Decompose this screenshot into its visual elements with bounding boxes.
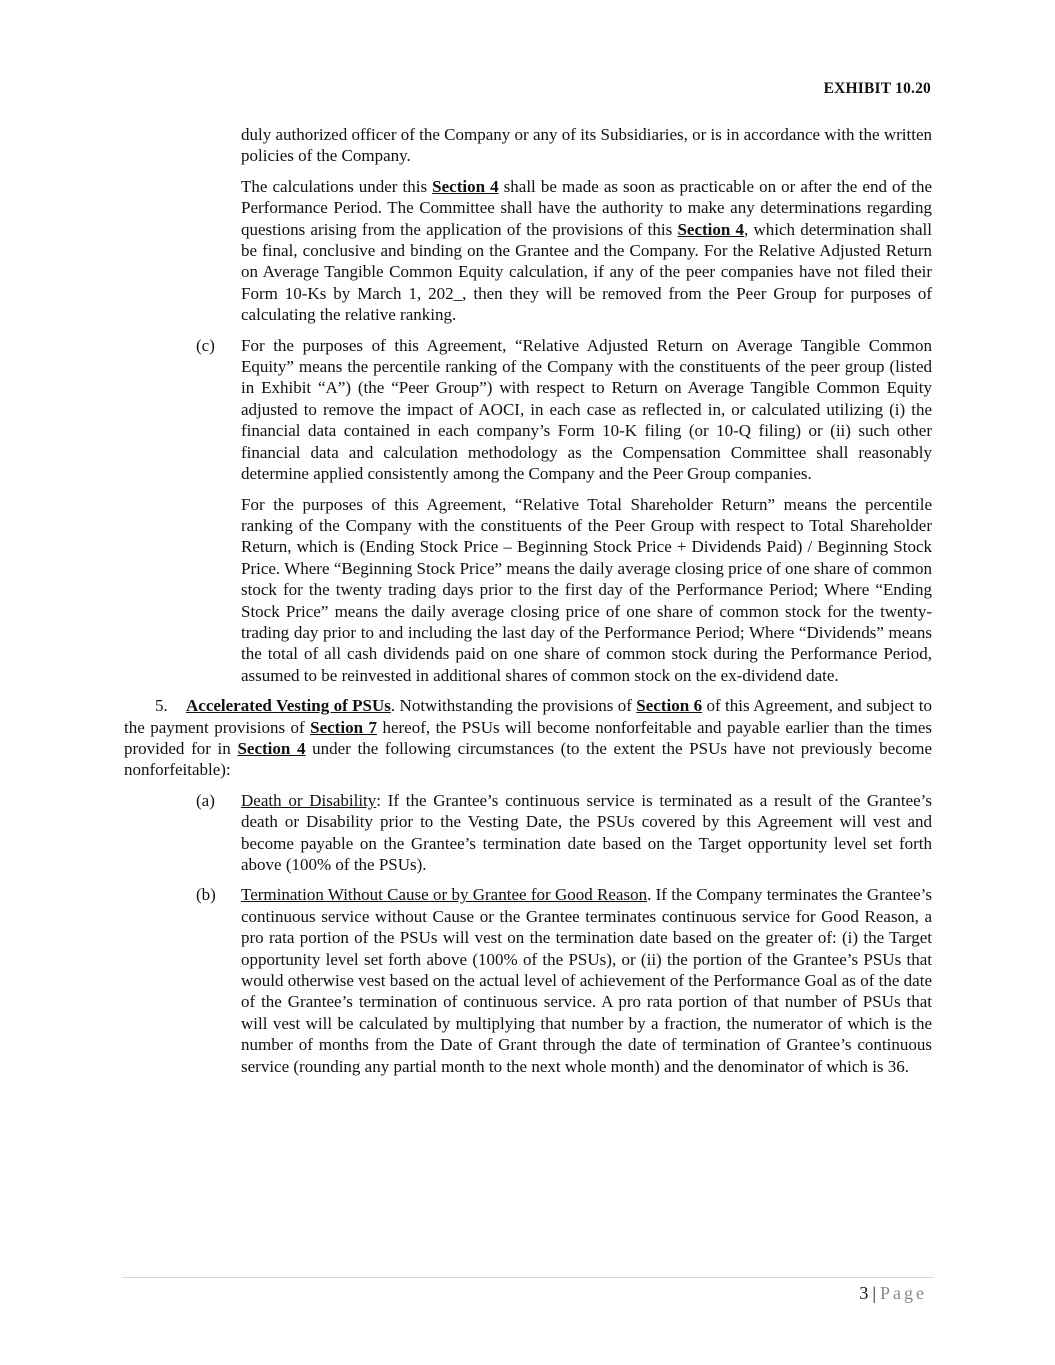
section-number: 5. — [155, 696, 168, 716]
text-run: : If the Grantee’s continuous service is terminated as a result of the Grantee’s death or Disability prior to the Vesting Date, the PSUs covered by this Agreement will vest and become payable on the Grantee’s termination date based on the Target opportunity level set forth above (100% of the PSUs). — [241, 790, 932, 874]
section-ref: Section 4 — [432, 176, 499, 196]
section-5 — [124, 695, 932, 781]
text-run: of this Agreement, and subject to the payment provisions of — [124, 696, 932, 737]
section-ref: Section 4 — [677, 219, 745, 239]
text-run: . Notwithstanding the provisions of — [390, 696, 637, 716]
clause-heading: Death or Disability — [241, 790, 377, 810]
clause-c — [196, 335, 932, 485]
section-ref: Section 6 — [636, 696, 703, 716]
clause-b — [196, 884, 932, 1077]
exhibit-label: EXHIBIT 10.20 — [823, 80, 931, 97]
text-run: The calculations under this — [241, 176, 433, 196]
page-number: 3 — [859, 1283, 869, 1303]
section-ref: Section 7 — [310, 717, 377, 737]
page-footer — [859, 1283, 927, 1304]
clause-text — [241, 884, 932, 1077]
text-run: . If the Company terminates the Grantee’s continuous service without Cause or the Grantee terminates continuous service for Good Reason, a pro rata portion of the PSUs will vest on the termination date based on the greater of: (i) the Target opportunity level set forth above (100% of the PSUs), or (ii) the portion of the Grantee’s PSUs that would otherwise vest based on the actual level of achievement of the Performance Goal as of the date of the Grantee’s termination of continuous service. A pro rata portion of that number of PSUs that will vest will be calculated by multiplying that number by a fraction, the numerator of which is the number of months from the Date of Grant through the date of termination of Grantee’s continuous service (rounding any partial month to the next whole month) and the denominator of which is 36. — [241, 885, 932, 1076]
clause-text: For the purposes of this Agreement, “Relative Adjusted Return on Average Tangible Common Equity” means the percentile ranking of the Company with the constituents of the peer group (listed in Exhibit “A”) (the “Peer Group”) with respect to Return on Average Tangible Common Equity adjusted to remove the impact of AOCI, in each case as reflected in, or calculated utilizing (i) the financial data contained in each company’s Form 10-K filing (or 10-Q filing) or (ii) such other financial data and calculation methodology as the Compensation Committee shall reasonably determine applied consistently among the Company and the Peer Group companies. — [241, 335, 932, 484]
text-run: , which determination shall be final, conclusive and binding on the Grantee and the Company. For the Relative Adjusted Return on Average Tangible Common Equity calculation, if any of the peer companies have not filed their Form 10-Ks by March 1, 202_, then they will be removed from the Peer Group for purposes of calculating the relative ranking. — [241, 219, 932, 325]
paragraph-calculations — [241, 176, 932, 326]
paragraph-tsr-definition: For the purposes of this Agreement, “Relative Total Shareholder Return” means the percentile ranking of the Company with the constituents of the Peer Group with respect to Total Shareholder Return, which is (Ending Stock Price – Beginning Stock Price + Dividends Paid) / Beginning Stock Price. Where “Beginning Stock Price” means the daily average closing price of one share of common stock for the twenty trading days prior to the first day of the Performance Period; Where “Ending Stock Price” means the daily average closing price of one share of common stock for the twenty-trading day prior to and including the last day of the Performance Period; Where “Dividends” means the total of all cash dividends paid on one share of common stock during the Performance Period, assumed to be reinvested in additional shares of common stock on the ex-dividend date. — [241, 494, 932, 685]
clause-label: (a) — [196, 790, 215, 810]
clause-a — [196, 790, 932, 876]
clause-label: (c) — [196, 335, 215, 355]
text-run: hereof, the PSUs will become nonforfeitable and payable earlier than the times provided for in — [124, 717, 932, 758]
footer-divider — [122, 1277, 934, 1278]
clause-label: (b) — [196, 885, 216, 905]
section-ref: Section 4 — [237, 738, 306, 758]
clause-text — [241, 790, 932, 876]
page-word: Page — [880, 1283, 927, 1303]
section-title: Accelerated Vesting of PSUs — [186, 696, 391, 716]
footer-separator: | — [872, 1283, 876, 1303]
text-run: shall be made as soon as practicable on or after the end of the Performance Period. The Committee shall have the authority to make any determinations regarding questions arising from the application of the provisions of this — [241, 176, 932, 239]
paragraph-continuation: duly authorized officer of the Company or any of its Subsidiaries, or is in accordance with the written policies of the Company. — [241, 125, 932, 166]
text-run: under the following circumstances (to the extent the PSUs have not previously become nonforfeitable): — [124, 738, 933, 780]
document-body — [124, 124, 932, 1077]
clause-heading: Termination Without Cause or by Grantee for Good Reason — [241, 885, 648, 905]
